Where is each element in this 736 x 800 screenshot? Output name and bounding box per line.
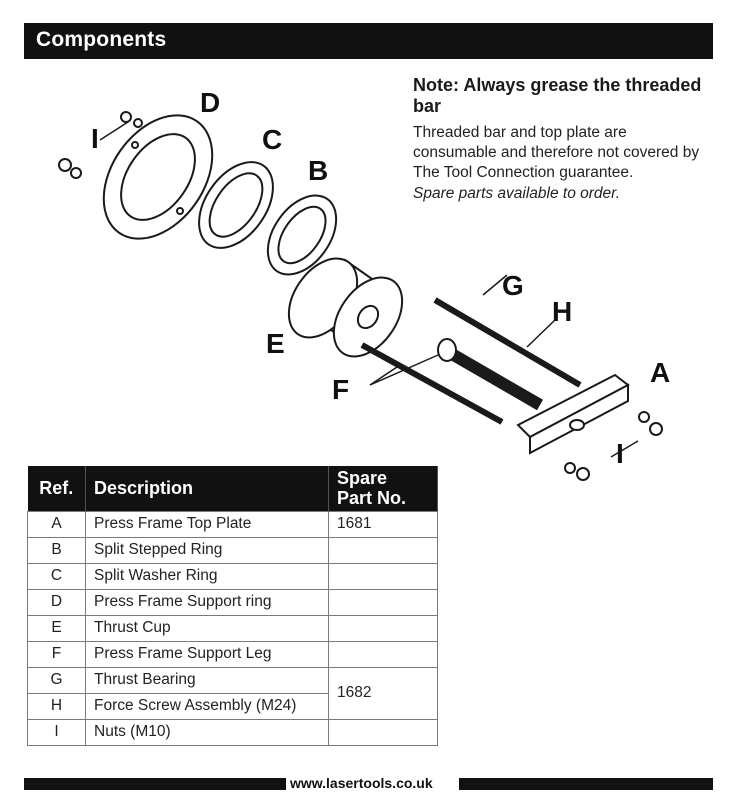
cell-description: Split Stepped Ring [86, 537, 329, 563]
callout-e: E [266, 328, 285, 359]
cell-description: Press Frame Support ring [86, 589, 329, 615]
table-row [28, 667, 438, 693]
cell-ref: C [28, 563, 86, 589]
cell-description: Force Screw Assembly (M24) [86, 693, 329, 719]
cell-spare [329, 641, 438, 667]
parts-table [27, 466, 438, 746]
callout-i-bottom: I [616, 438, 624, 469]
table-row [28, 589, 438, 615]
callout-d: D [200, 87, 221, 118]
footer-url: www.lasertools.co.uk [290, 775, 433, 791]
cell-spare: 1681 [329, 511, 438, 537]
cell-description: Thrust Cup [86, 615, 329, 641]
table-row [28, 537, 438, 563]
callout-b: B [308, 155, 329, 186]
cell-description: Nuts (M10) [86, 719, 329, 745]
table-row [28, 511, 438, 537]
cell-spare [329, 719, 438, 745]
header-spare-line2: Part No. [337, 488, 407, 509]
cell-ref: B [28, 537, 86, 563]
header-ref: Ref. [28, 466, 86, 511]
cell-ref: F [28, 641, 86, 667]
footer-bar-left [24, 778, 286, 790]
header-bar [24, 23, 713, 59]
cell-description: Split Washer Ring [86, 563, 329, 589]
table-row [28, 563, 438, 589]
table-header-row [28, 466, 438, 511]
callout-h: H [552, 296, 573, 327]
cell-ref: I [28, 719, 86, 745]
table-row [28, 719, 438, 745]
callout-c: C [262, 124, 283, 155]
callout-i-top: I [91, 123, 99, 154]
exploded-diagram [40, 85, 700, 485]
cell-spare [329, 615, 438, 641]
cell-description: Thrust Bearing [86, 667, 329, 693]
page-title: Components [36, 28, 167, 51]
cell-ref: D [28, 589, 86, 615]
footer-bar-right [459, 778, 713, 790]
cell-spare [329, 563, 438, 589]
note-title: Note: Always grease the threaded bar [413, 75, 702, 116]
cell-description: Press Frame Support Leg [86, 641, 329, 667]
note-body: Threaded bar and top plate are consumable and therefore not covered by The Tool Connection guarantee. [413, 124, 700, 181]
cell-spare: 1682 [329, 667, 438, 719]
cell-description: Press Frame Top Plate [86, 511, 329, 537]
callout-f: F [332, 374, 350, 405]
cell-ref: E [28, 615, 86, 641]
cell-spare [329, 537, 438, 563]
note-spare-parts: Spare parts available to order. [413, 185, 621, 202]
table-row [28, 641, 438, 667]
header-description: Description [86, 466, 329, 511]
callout-a: A [650, 357, 671, 388]
cell-spare [329, 589, 438, 615]
header-spare-line1: Spare [337, 468, 388, 489]
table-row [28, 615, 438, 641]
top-plate-a [518, 375, 628, 453]
cell-ref: A [28, 511, 86, 537]
callout-g: G [502, 270, 524, 301]
header-spare [329, 466, 438, 511]
cell-ref: H [28, 693, 86, 719]
cell-ref: G [28, 667, 86, 693]
